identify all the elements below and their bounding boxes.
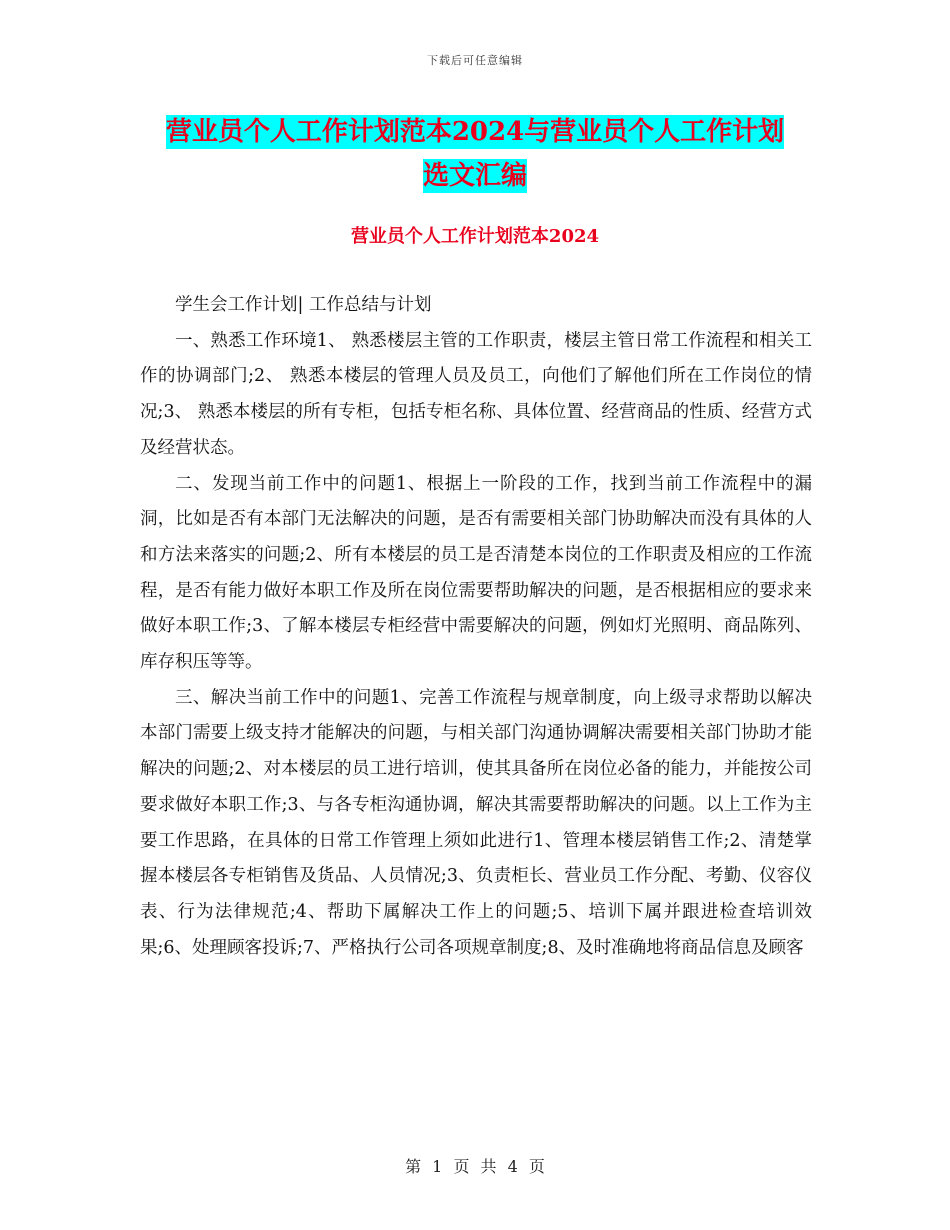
paragraph-category: 学生会工作计划| 工作总结与计划 — [175, 295, 432, 315]
document-title-line-1: 营业员个人工作计划范本2024与营业员个人工作计划 — [165, 117, 785, 147]
paragraph-1: 一、熟悉工作环境1、 熟悉楼层主管的工作职责，楼层主管日常工作流程和相关工作的协调部门;2、 熟悉本楼层的管理人员及员工，向他们了解他们所在工作岗位的情况;3、 熟悉本楼层的所有专柜，包括专柜名称、具体位置、经营商品的性质、经营方式及经营状态。 — [140, 330, 812, 458]
body-text — [140, 288, 812, 966]
header-note: 下载后可任意编辑 — [427, 54, 523, 67]
paragraph-2: 二、发现当前工作中的问题1、根据上一阶段的工作，找到当前工作流程中的漏洞，比如是否有本部门无法解决的问题，是否有需要相关部门协助解决而没有具体的人和方法来落实的问题;2、所有本楼层的员工是否清楚本岗位的工作职责及相应的工作流程，是否有能力做好本职工作及所在岗位需要帮助解决的问题，是否根据相应的要求来做好本职工作;3、了解本楼层专柜经营中需要解决的问题，例如灯光照明、商品陈列、库存积压等等。 — [140, 473, 812, 673]
section-title: 营业员个人工作计划范本2024 — [350, 226, 600, 247]
document-title — [140, 110, 810, 198]
page-number-footer: 第 1 页 共 4 页 — [405, 1157, 545, 1176]
paragraph-3: 三、解决当前工作中的问题1、完善工作流程与规章制度，向上级寻求帮助以解决本部门需要上级支持才能解决的问题，与相关部门沟通协调解决需要相关部门协助才能解决的问题;2、对本楼层的员工进行培训，使其具备所在岗位必备的能力，并能按公司要求做好本职工作;3、与各专柜沟通协调，解决其需要帮助解决的问题。以上工作为主要工作思路，在具体的日常工作管理上须如此进行1、管理本楼层销售工作;2、清楚掌握本楼层各专柜销售及货品、人员情况;3、负责柜长、营业员工作分配、考勤、仪容仪表、行为法律规范;4、帮助下属解决工作上的问题;5、培训下属并跟进检查培训效果;6、处理顾客投诉;7、严格执行公司各项规章制度;8、及时准确地将商品信息及顾客 — [140, 687, 812, 958]
document-title-line-2: 选文汇编 — [422, 161, 527, 191]
